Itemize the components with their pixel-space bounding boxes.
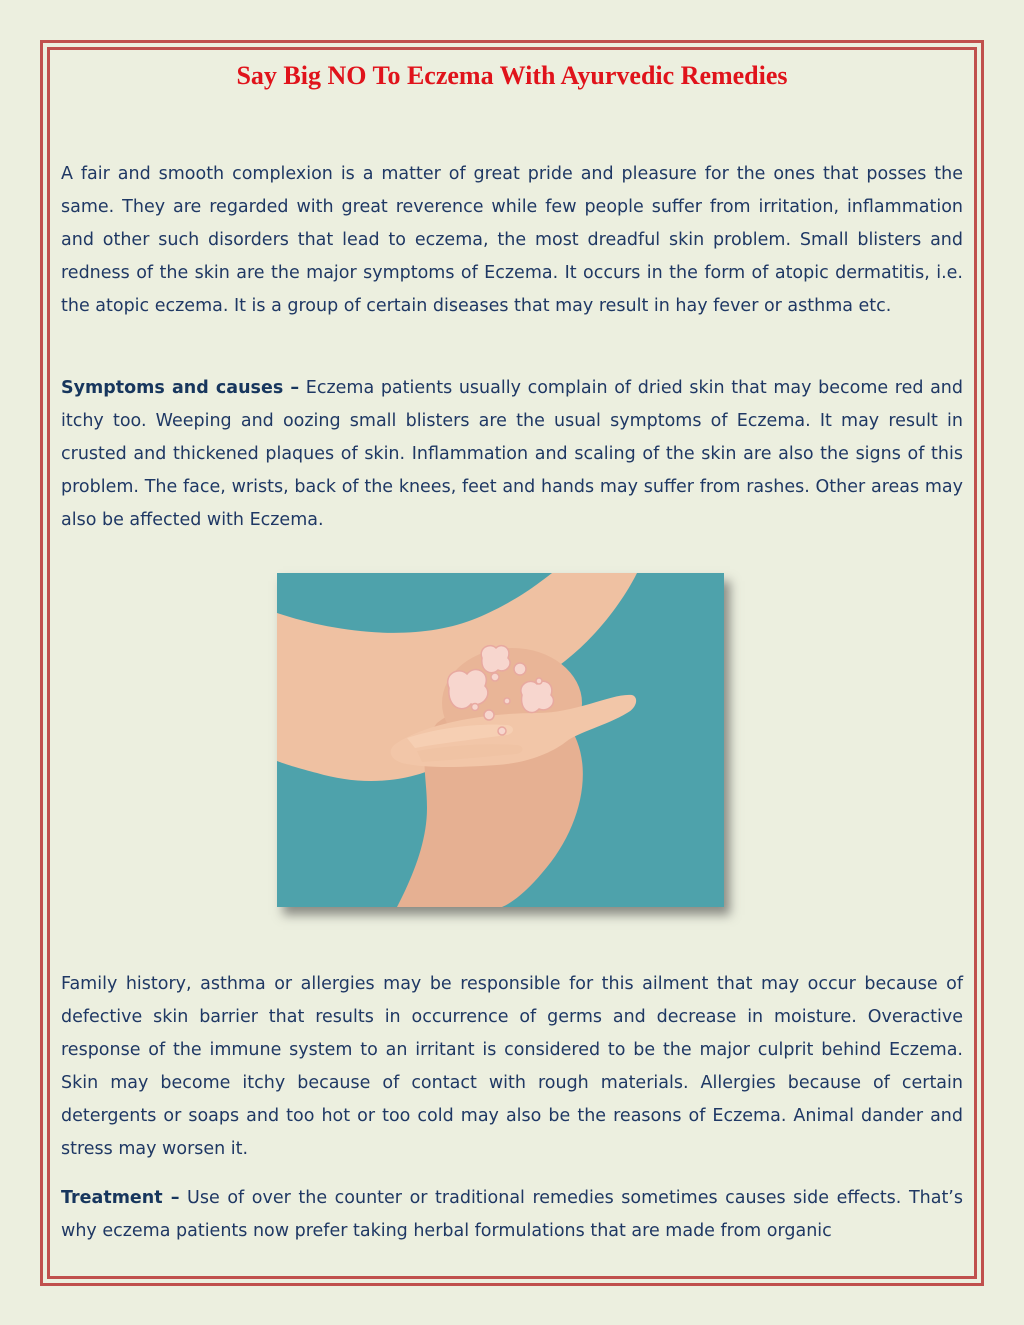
treatment-heading: Treatment –	[61, 1188, 180, 1208]
treatment-text: Use of over the counter or traditional remedies sometimes causes side effects. That’s why eczema patients now prefer taking herbal formulations that are made from organic	[61, 1188, 963, 1241]
intro-paragraph: A fair and smooth complexion is a matter of great pride and pleasure for the ones that posses the same. They are regarded with great reverence while few people suffer from irritation, inflammation and other such disorders that lead to eczema, the most dreadful skin problem. Small blisters and redness of the skin are the major symptoms of Eczema. It occurs in the form of atopic dermatitis, i.e. the atopic eczema. It is a group of certain diseases that may result in hay fever or asthma etc.	[61, 164, 963, 316]
symptoms-text: Eczema patients usually complain of dried skin that may become red and itchy too. Weeping and oozing small blisters are the usual symptoms of Eczema. It may result in crusted and thickened plaques of skin. Inflammation and scaling of the skin are also the signs of this problem. The face, wrists, back of the knees, feet and hands may suffer from rashes. Other areas may also be affected with Eczema.	[61, 378, 963, 530]
causes-paragraph: Family history, asthma or allergies may be responsible for this ailment that may occur because of defective skin barrier that results in occurrence of germs and decrease in moisture. Overactive response of the immune system to an irritant is considered to be the major culprit behind Eczema. Skin may become itchy because of contact with rough materials. Allergies because of certain detergents or soaps and too hot or too cold may also be the reasons of Eczema. Animal dander and stress may worsen it.	[61, 974, 963, 1159]
symptoms-heading: Symptoms and causes –	[61, 378, 300, 398]
treatment-paragraph	[61, 1182, 963, 1248]
eczema-elbow-photo	[277, 573, 724, 907]
symptoms-paragraph	[61, 372, 963, 537]
document-title: Say Big NO To Eczema With Ayurvedic Remedies	[236, 61, 788, 90]
